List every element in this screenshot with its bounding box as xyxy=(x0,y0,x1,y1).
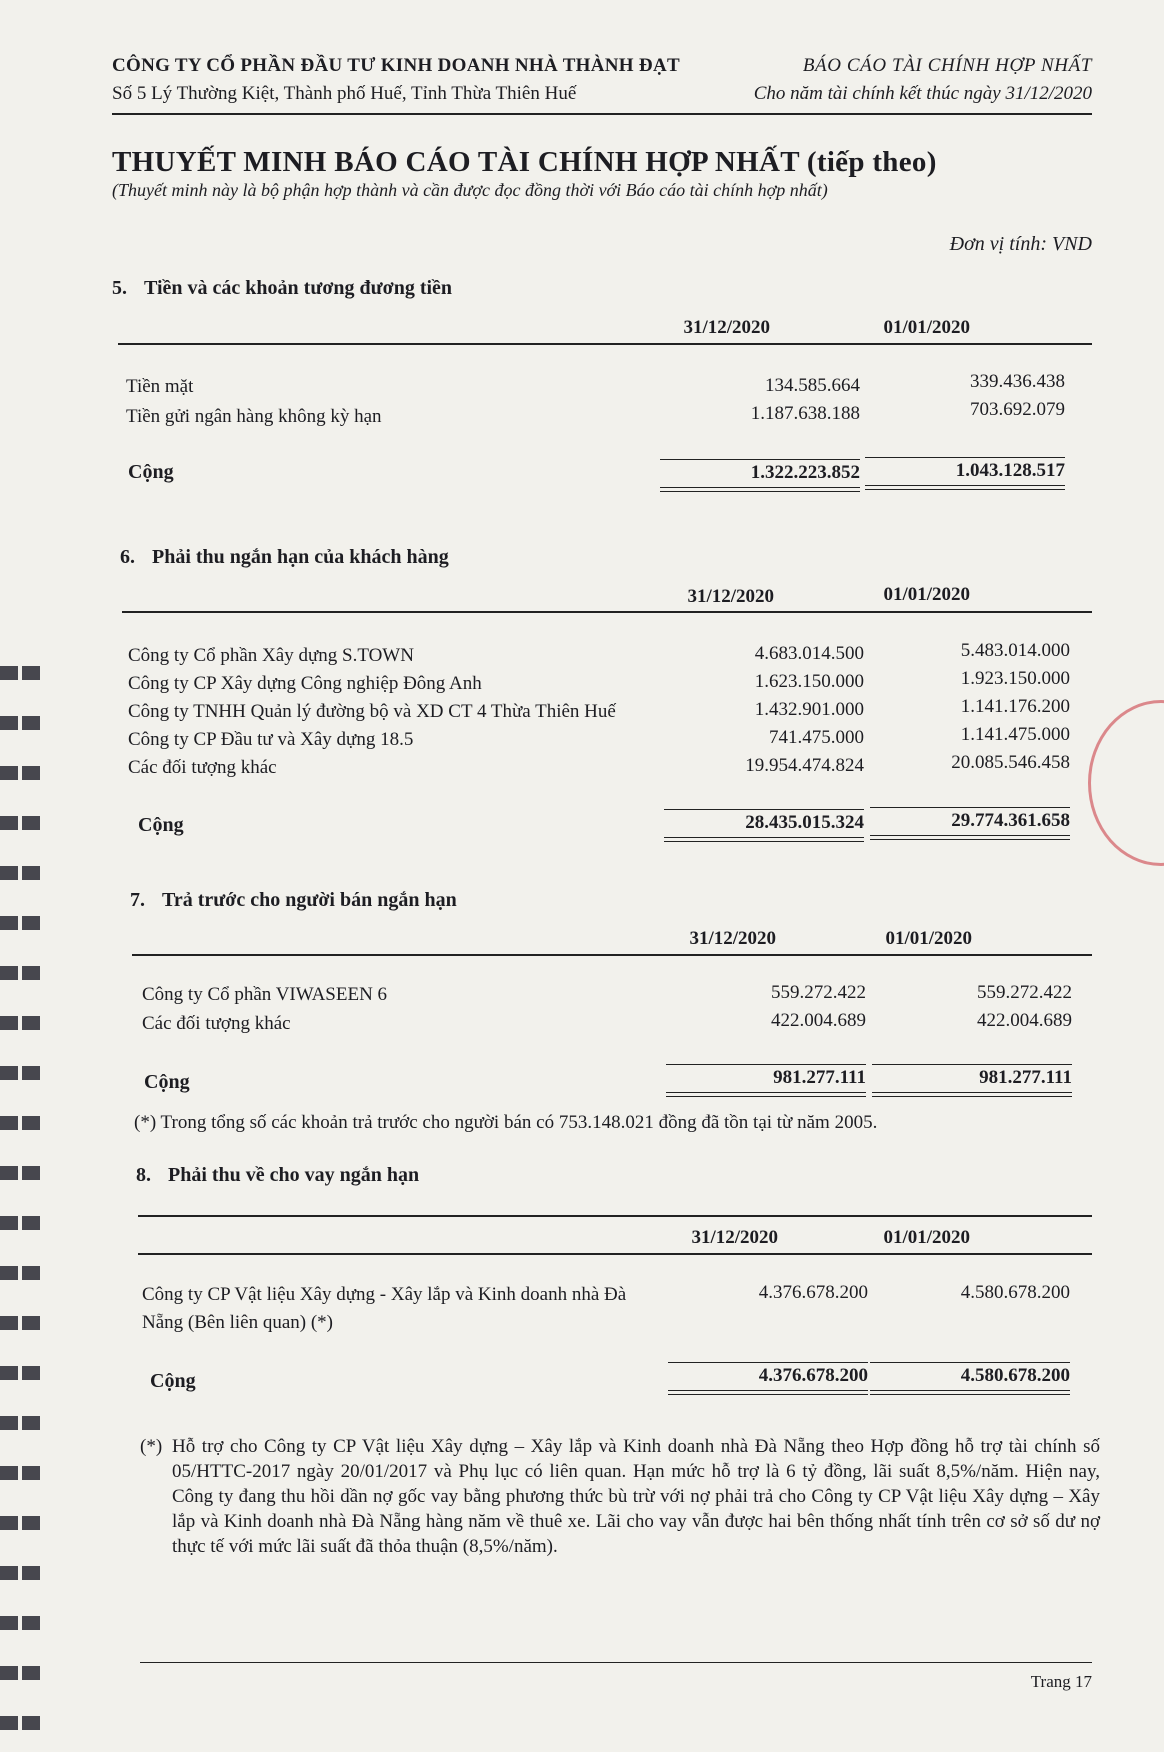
table-cell: 339.436.438 xyxy=(970,371,1065,392)
report-period: Cho năm tài chính kết thúc ngày 31/12/2020 xyxy=(753,83,1092,104)
page-number: Trang 17 xyxy=(1030,1672,1092,1691)
section-6-col-2019: 01/01/2020 xyxy=(883,584,970,605)
section-6-col-2020: 31/12/2020 xyxy=(687,586,774,607)
section-8-total-label: Cộng xyxy=(150,1370,196,1392)
table-cell: 559.272.422 xyxy=(771,982,866,1003)
section-6-total-2019: 29.774.361.658 xyxy=(870,807,1070,834)
section-7-note: (*) Trong tổng số các khoản trả trước cho người bán có 753.148.021 đồng đã tồn tại từ năm 2005. xyxy=(134,1112,878,1133)
table-row-label: Công ty CP Xây dựng Công nghiệp Đông Anh xyxy=(128,673,482,694)
table-cell: 1.141.475.000 xyxy=(960,724,1070,745)
section-8-total-2019: 4.580.678.200 xyxy=(870,1362,1070,1389)
table-row-label: Công ty CP Vật liệu Xây dựng - Xây lắp và Kinh doanh nhà Đà Nẵng (Bên liên quan) (*) xyxy=(142,1284,627,1333)
section-8-footnote xyxy=(140,1434,1100,1559)
table-cell: 703.692.079 xyxy=(970,399,1065,420)
table-cell: 134.585.664 xyxy=(765,375,860,396)
page-subtitle: (Thuyết minh này là bộ phận hợp thành và cần được đọc đồng thời với Báo cáo tài chính hợp nhất) xyxy=(112,180,828,200)
table-cell: 1.623.150.000 xyxy=(754,671,864,692)
table-row-label: Công ty Cổ phần Xây dựng S.TOWN xyxy=(128,645,414,666)
page-title: THUYẾT MINH BÁO CÁO TÀI CHÍNH HỢP NHẤT (tiếp theo) xyxy=(112,146,937,178)
header-left xyxy=(112,55,680,105)
table-cell: 4.580.678.200 xyxy=(960,1282,1070,1303)
table-row-label: Công ty Cổ phần VIWASEEN 6 xyxy=(142,984,388,1005)
table-row-label: Công ty TNHH Quản lý đường bộ và XD CT 4 Thừa Thiên Huế xyxy=(128,701,616,722)
table-cell: 1.187.638.188 xyxy=(750,403,860,424)
table-cell: 741.475.000 xyxy=(769,727,864,748)
section-6-rule xyxy=(122,611,1092,613)
section-7-col-2019: 01/01/2020 xyxy=(885,928,972,949)
section-5-rule xyxy=(118,343,1092,345)
section-5-total-2019: 1.043.128.517 xyxy=(865,457,1065,484)
table-cell: 422.004.689 xyxy=(771,1010,866,1031)
footnote-text: Hỗ trợ cho Công ty CP Vật liệu Xây dựng – Xây lắp và Kinh doanh nhà Đà Nẵng theo Hợp đồng hỗ trợ tài chính số 05/HTTC-2017 ngày 20/01/2017 và Phụ lục có liên quan. Hạn mức hỗ trợ là 6 tỷ đồng, lãi suất 8,5%/năm. Hiện nay, Công ty đang thu hồi dần nợ gốc vay bằng phương thức bù trừ với nợ phải trả cho Công ty CP Vật liệu Xây dựng – Xây lắp và Kinh doanh nhà Đà Nẵng hàng năm về thuê xe. Lãi cho vay vẫn được hai bên thống nhất tính trên cơ sở số dư nợ thực tế với mức lãi suất đã thỏa thuận (8,5%/năm). xyxy=(172,1436,1100,1557)
section-7-title: 7. Trả trước cho người bán ngắn hạn xyxy=(130,889,457,911)
currency-unit: Đơn vị tính: VND xyxy=(949,233,1092,255)
section-7-total-2020: 981.277.111 xyxy=(666,1064,866,1091)
table-cell: 4.683.014.500 xyxy=(754,643,864,664)
section-5-total-2020: 1.322.223.852 xyxy=(660,459,860,486)
table-cell: 4.376.678.200 xyxy=(758,1282,868,1303)
table-cell: 20.085.546.458 xyxy=(951,752,1070,773)
section-6-total-2020: 28.435.015.324 xyxy=(664,809,864,836)
report-name: BÁO CÁO TÀI CHÍNH HỢP NHẤT xyxy=(802,55,1092,76)
table-cell: 1.141.176.200 xyxy=(960,696,1070,717)
company-name: CÔNG TY CỔ PHẦN ĐẦU TƯ KINH DOANH NHÀ THÀNH ĐẠT xyxy=(112,55,680,76)
section-5-title: 5. Tiền và các khoản tương đương tiền xyxy=(112,277,453,299)
section-7-col-2020: 31/12/2020 xyxy=(689,928,776,949)
section-8-col-2020: 31/12/2020 xyxy=(691,1227,778,1248)
section-6-total-label: Cộng xyxy=(138,814,184,836)
table-cell: 1.432.901.000 xyxy=(754,699,864,720)
table-cell: 5.483.014.000 xyxy=(960,640,1070,661)
section-5-col-2019: 01/01/2020 xyxy=(883,317,970,338)
section-8-col-2019: 01/01/2020 xyxy=(883,1227,970,1248)
section-8-title: 8. Phải thu về cho vay ngắn hạn xyxy=(136,1164,420,1186)
section-7-rule xyxy=(132,954,1092,956)
header-right xyxy=(754,55,1092,105)
section-5-total-label: Cộng xyxy=(128,461,174,483)
table-cell: 422.004.689 xyxy=(977,1010,1072,1031)
table-row-label: Các đối tượng khác xyxy=(128,757,277,778)
table-cell: 19.954.474.824 xyxy=(745,755,864,776)
section-8-rule xyxy=(138,1253,1092,1255)
table-row-label: Công ty CP Đầu tư và Xây dựng 18.5 xyxy=(128,729,414,750)
section-8-total-2020: 4.376.678.200 xyxy=(668,1362,868,1389)
footer-divider xyxy=(140,1662,1092,1663)
section-5-col-2020: 31/12/2020 xyxy=(683,317,770,338)
table-row-label: Tiền gửi ngân hàng không kỳ hạn xyxy=(126,406,382,427)
section-8-top-rule xyxy=(138,1215,1092,1217)
section-6-title: 6. Phải thu ngắn hạn của khách hàng xyxy=(120,546,449,568)
company-address: Số 5 Lý Thường Kiệt, Thành phố Huế, Tỉnh Thừa Thiên Huế xyxy=(112,83,577,104)
header-divider xyxy=(112,113,1092,115)
section-7-total-2019: 981.277.111 xyxy=(872,1064,1072,1091)
table-cell: 1.923.150.000 xyxy=(960,668,1070,689)
section-7-total-label: Cộng xyxy=(144,1071,190,1093)
table-row-label: Các đối tượng khác xyxy=(142,1013,291,1034)
table-cell: 559.272.422 xyxy=(977,982,1072,1003)
table-row-label: Tiền mặt xyxy=(126,376,194,397)
footnote-marker: (*) xyxy=(140,1436,163,1457)
